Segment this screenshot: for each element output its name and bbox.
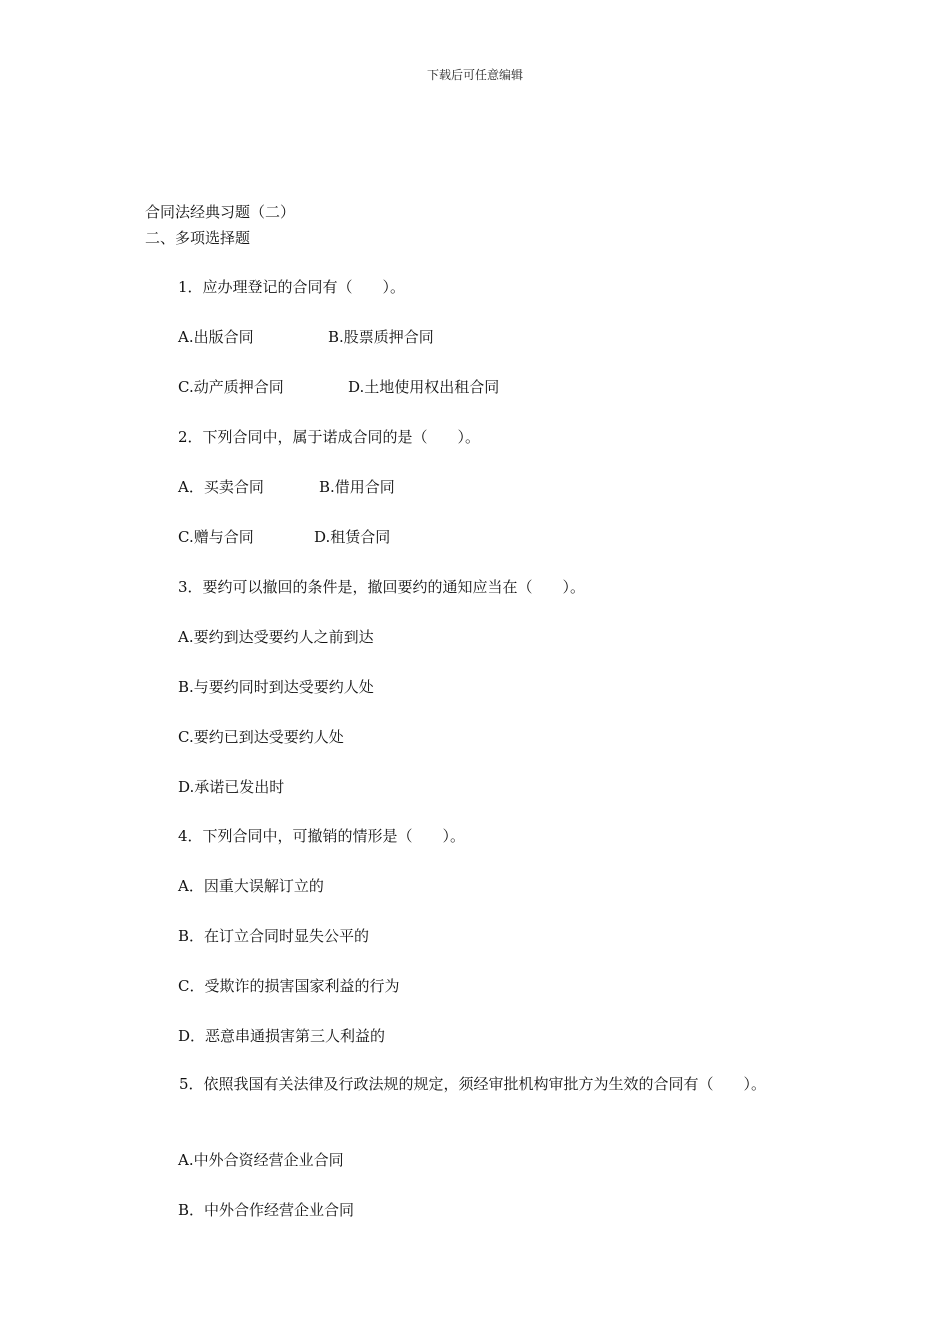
question-2-option-b: B.借用合同 [319,478,395,496]
question-1-option-a: A.出版合同 [178,328,254,346]
question-5-stem: 5．依照我国有关法律及行政法规的规定，须经审批机构审批方为生效的合同有（ ）。 [179,1075,767,1093]
question-4-option-c: C．受欺诈的损害国家利益的行为 [178,977,400,995]
question-5-option-b: B．中外合作经营企业合同 [178,1201,355,1219]
question-3-option-c: C.要约已到达受要约人处 [178,728,344,746]
question-4-option-a: A．因重大误解订立的 [178,877,324,895]
question-1-stem: 1．应办理登记的合同有（ ）。 [178,278,406,296]
question-2-option-d: D.租赁合同 [314,528,391,546]
question-4-option-d: D．恶意串通损害第三人利益的 [178,1027,386,1045]
question-2-option-c: C.赠与合同 [178,528,254,546]
question-1-option-c: C.动产质押合同 [178,378,284,396]
question-2-option-a: A．买卖合同 [178,478,264,496]
question-2-options-ab [178,476,395,497]
question-1-options-cd [178,376,499,397]
question-2-stem: 2．下列合同中，属于诺成合同的是（ ）。 [178,428,481,446]
question-1-options-ab [178,326,434,347]
question-3-stem: 3．要约可以撤回的条件是，撤回要约的通知应当在（ ）。 [178,578,586,596]
question-3-option-a: A.要约到达受要约人之前到达 [178,628,374,646]
question-5-option-a: A.中外合资经营企业合同 [178,1151,344,1169]
document-title: 合同法经典习题（二） [145,203,296,221]
question-4-stem: 4．下列合同中，可撤销的情形是（ ）。 [178,827,466,845]
question-4-option-b: B．在订立合同时显失公平的 [178,927,370,945]
question-3-option-b: B.与要约同时到达受要约人处 [178,678,374,696]
question-1-option-d: D.土地使用权出租合同 [348,378,500,396]
question-1-option-b: B.股票质押合同 [328,328,434,346]
section-title: 二、多项选择题 [145,229,251,247]
question-2-options-cd [178,526,390,547]
page-header-note: 下载后可任意编辑 [426,68,523,82]
question-3-option-d: D.承诺已发出时 [178,778,285,796]
